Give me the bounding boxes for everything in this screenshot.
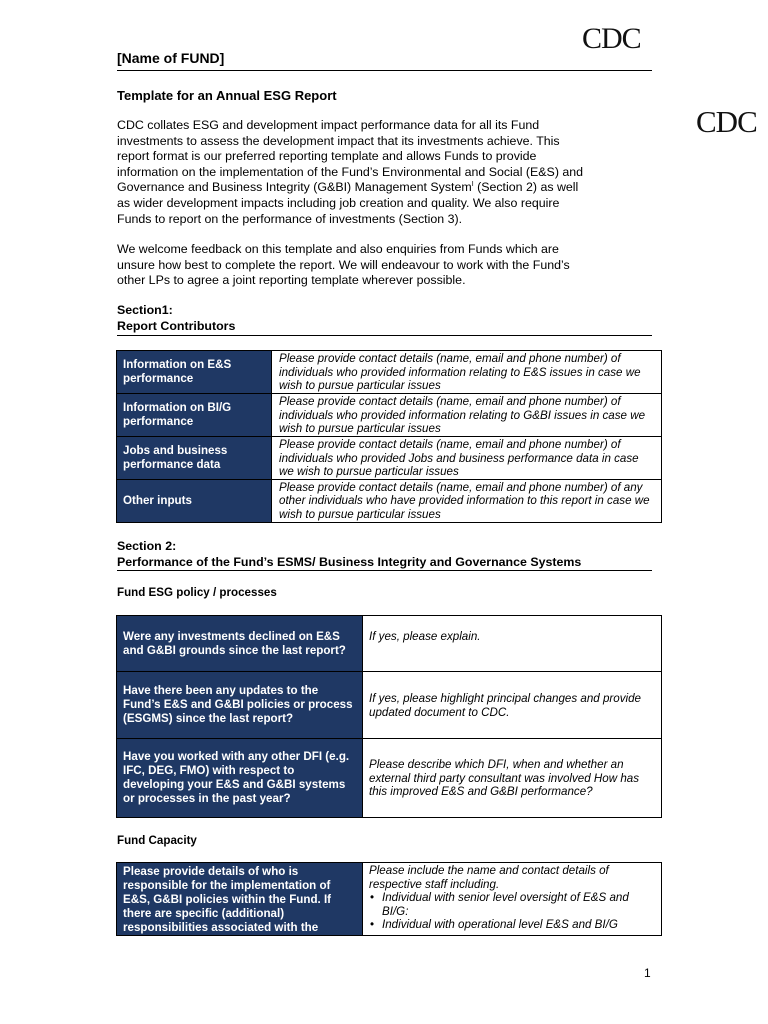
intro-line: report format is our preferred reporting template and allows Funds to provide xyxy=(117,149,537,164)
row-value[interactable]: Please provide contact details (name, email and phone number) of individuals who provided information relating to G&BI issues in case we wish to pursue particular issues xyxy=(272,394,662,437)
section2-heading-block xyxy=(117,539,581,570)
list-item: • Individual with operational level E&S and BI/G xyxy=(370,918,618,932)
row-label: Have you worked with any other DFI (e.g. IFC, DEG, FMO) with respect to developing your E&S and G&BI systems or processes in the past year? xyxy=(117,739,363,818)
bullet-icon: • xyxy=(370,891,375,905)
row-value[interactable]: Please provide contact details (name, email and phone number) of individuals who provided Jobs and business performance data in case we wish to pursue particular issues xyxy=(272,437,662,480)
row-value[interactable]: If yes, please explain. xyxy=(363,616,662,672)
row-value[interactable] xyxy=(363,863,662,936)
intro-paragraph-1 xyxy=(117,118,657,227)
row-label: Jobs and business performance data xyxy=(117,437,272,480)
intro-line: other LPs to agree a joint reporting template wherever possible. xyxy=(117,273,466,288)
table-row xyxy=(117,479,662,522)
row-label: Other inputs xyxy=(117,479,272,522)
intro-line: information on the implementation of the Fund’s Environmental and Social (E&S) and xyxy=(117,164,584,179)
bullet-icon: • xyxy=(370,918,375,932)
capacity-bullet-list xyxy=(369,891,655,932)
page-number: 1 xyxy=(644,966,651,980)
list-item: • Individual with senior level oversight of E&S and BI/G: xyxy=(370,891,629,918)
section1-heading-block xyxy=(117,303,235,334)
section1-rule xyxy=(117,335,652,336)
section2-heading: Section 2: xyxy=(117,539,177,553)
cdc-logo-side: CDC xyxy=(696,104,757,139)
section2-rule xyxy=(117,570,652,571)
table-row xyxy=(117,739,662,818)
table-row xyxy=(117,672,662,739)
intro-line: Funds to report on the performance of investments (Section 3). xyxy=(117,211,463,226)
section1-heading: Section1: xyxy=(117,303,173,317)
fund-name-title: [Name of FUND] xyxy=(117,50,225,66)
intro-line: Governance and Business Integrity (G&BI) Management System$^I$ (Section 2) as well xyxy=(117,180,579,195)
row-label: Information on BI/G performance xyxy=(117,394,272,437)
cdc-logo: CDC xyxy=(582,22,641,55)
capacity-table xyxy=(116,862,662,936)
row-label: Information on E&S performance xyxy=(117,351,272,394)
table-row xyxy=(117,394,662,437)
table-row xyxy=(117,616,662,672)
intro-line: as wider development impacts including job creation and quality. We also require xyxy=(117,195,560,210)
report-contributors-table xyxy=(116,350,662,523)
footnote-mark: I xyxy=(471,181,474,189)
header-rule xyxy=(117,70,652,71)
table-row xyxy=(117,437,662,480)
intro-line: investments to assess the development impact that its investments achieve. This xyxy=(117,133,560,148)
capacity-heading: Fund Capacity xyxy=(117,834,197,847)
row-value[interactable]: If yes, please highlight principal changes and provide updated document to CDC. xyxy=(363,672,662,739)
policy-heading: Fund ESG policy / processes xyxy=(117,586,277,599)
policy-table xyxy=(116,615,662,818)
row-label: Please provide details of who is responsible for the implementation of E&S, G&BI policies within the Fund. If there are specific (additional) responsibilities associated with the xyxy=(117,863,363,936)
row-value[interactable]: Please provide contact details (name, email and phone number) of any other individuals who have provided information to this report in case we wish to pursue particular issues xyxy=(272,479,662,522)
section2-subheading: Performance of the Fund’s ESMS/ Business Integrity and Governance Systems xyxy=(117,554,582,569)
template-heading: Template for an Annual ESG Report xyxy=(117,88,337,103)
section1-subheading: Report Contributors xyxy=(117,318,236,333)
capacity-intro: Please include the name and contact details of respective staff including. xyxy=(369,864,609,891)
intro-line: CDC collates ESG and development impact performance data for all its Fund xyxy=(117,118,540,132)
table-row xyxy=(117,351,662,394)
intro-line: unsure how best to complete the report. We will endeavour to work with the Fund’s xyxy=(117,257,570,272)
row-label: Have there been any updates to the Fund’s E&S and G&BI policies or process (ESGMS) since the last report? xyxy=(117,672,363,739)
row-value[interactable]: Please provide contact details (name, email and phone number) of individuals who provided information relating to E&S issues in case we wish to pursue particular issues xyxy=(272,351,662,394)
row-label: Were any investments declined on E&S and G&BI grounds since the last report? xyxy=(117,616,363,672)
intro-line: We welcome feedback on this template and also enquiries from Funds which are xyxy=(117,242,559,256)
row-value[interactable]: Please describe which DFI, when and whether an external third party consultant was involved How has this improved E&S and G&BI performance? xyxy=(363,739,662,818)
intro-paragraph-2 xyxy=(117,242,657,289)
table-row xyxy=(117,863,662,936)
